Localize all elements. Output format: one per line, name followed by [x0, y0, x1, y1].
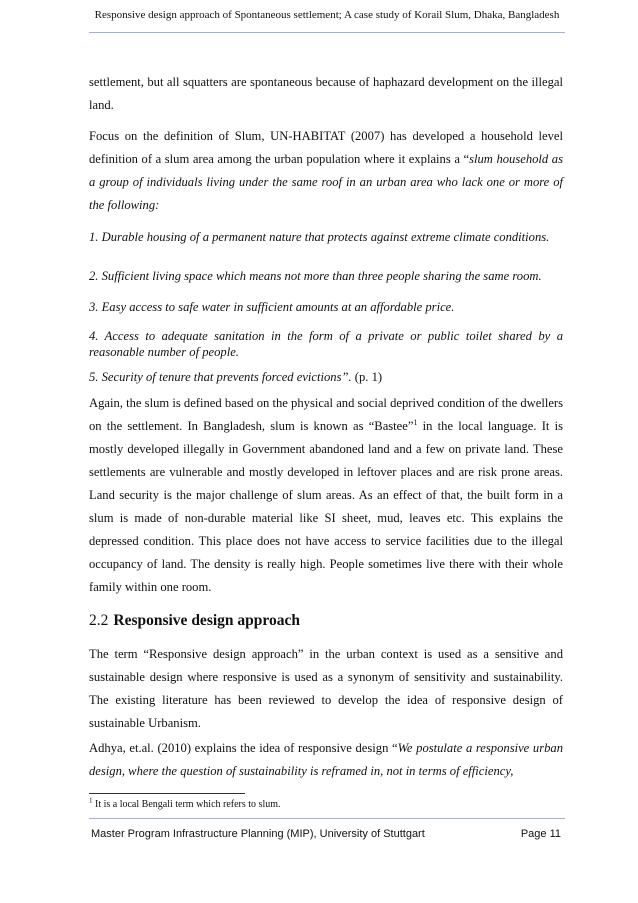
footnote	[89, 796, 281, 810]
list-item-5	[89, 369, 563, 385]
paragraph-5	[89, 737, 563, 783]
paragraph-3-text-b: in the local language. It is mostly developed illegally in Government abandoned land and a few on private land. These settlements are vulnerable and mostly developed in leftover places and are risk prone areas. Land security is the major challenge of slum areas. As an effect of that, the built form in a slum is made of non-durable material like SI sheet, mud, leaves etc. This explains the depressed condition. This place does not have access to service facilities due to the illegal occupancy of land. The density is really high. People sometimes live there with their whole family within one room.	[89, 419, 563, 594]
section-heading	[89, 612, 300, 630]
paragraph-2-quote: slum household as a group of individuals living under the same roof in an urban area who lack one or more of the following:	[89, 152, 563, 212]
paragraph-2	[89, 125, 563, 217]
footnote-separator	[89, 793, 245, 794]
paragraph-3-text-a: Again, the slum is defined based on the physical and social deprived condition of the dwellers on the settlement. In Bangladesh, slum is known as “Bastee”	[89, 396, 563, 433]
footer-rule	[89, 818, 565, 819]
list-item-4: 4. Access to adequate sanitation in the form of a private or public toilet shared by a reasonable number of people.	[89, 329, 563, 359]
paragraph-4: The term “Responsive design approach” in the urban context is used as a sensitive and sustainable design where responsive is used as a synonym of sensitivity and sustainability. The existing literature has been reviewed to develop the idea of responsive design of sustainable Urbanism.	[89, 647, 563, 730]
list-item-1: 1. Durable housing of a permanent nature that protects against extreme climate conditions.	[89, 230, 550, 244]
paragraph-5-quote: We postulate a responsive urban design, where the question of sustainability is reframed in, not in terms of efficiency,	[89, 741, 563, 778]
header-rule	[89, 32, 565, 33]
page-number: Page 11	[520, 828, 561, 840]
section-title: Responsive design approach	[113, 612, 300, 629]
list-item-2: 2. Sufficient living space which means not more than three people sharing the same room.	[89, 269, 542, 283]
paragraph-3	[89, 392, 563, 599]
paragraph-1: settlement, but all squatters are spontaneous because of haphazard development on the illegal land.	[89, 75, 563, 112]
running-header: Responsive design approach of Spontaneous settlement; A case study of Korail Slum, Dhaka, Bangladesh	[94, 9, 560, 21]
list-item-5-citation: (p. 1)	[351, 370, 383, 384]
section-number: 2.2	[89, 612, 109, 629]
footnote-reference[interactable]: 1	[413, 417, 418, 427]
list-item-5-quote: 5. Security of tenure that prevents forced evictions”.	[89, 370, 352, 384]
footnote-mark: 1	[89, 796, 93, 805]
paragraph-2-text: Focus on the definition of Slum, UN-HABITAT (2007) has developed a household level definition of a slum area among the urban population where it explains a “	[89, 129, 563, 166]
footer-institution: Master Program Infrastructure Planning (MIP), University of Stuttgart	[91, 828, 425, 840]
paragraph-5-text: Adhya, et.al. (2010) explains the idea of responsive design “	[89, 741, 398, 755]
footnote-text: It is a local Bengali term which refers to slum.	[92, 799, 281, 810]
list-item-3: 3. Easy access to safe water in sufficient amounts at an affordable price.	[89, 300, 455, 314]
